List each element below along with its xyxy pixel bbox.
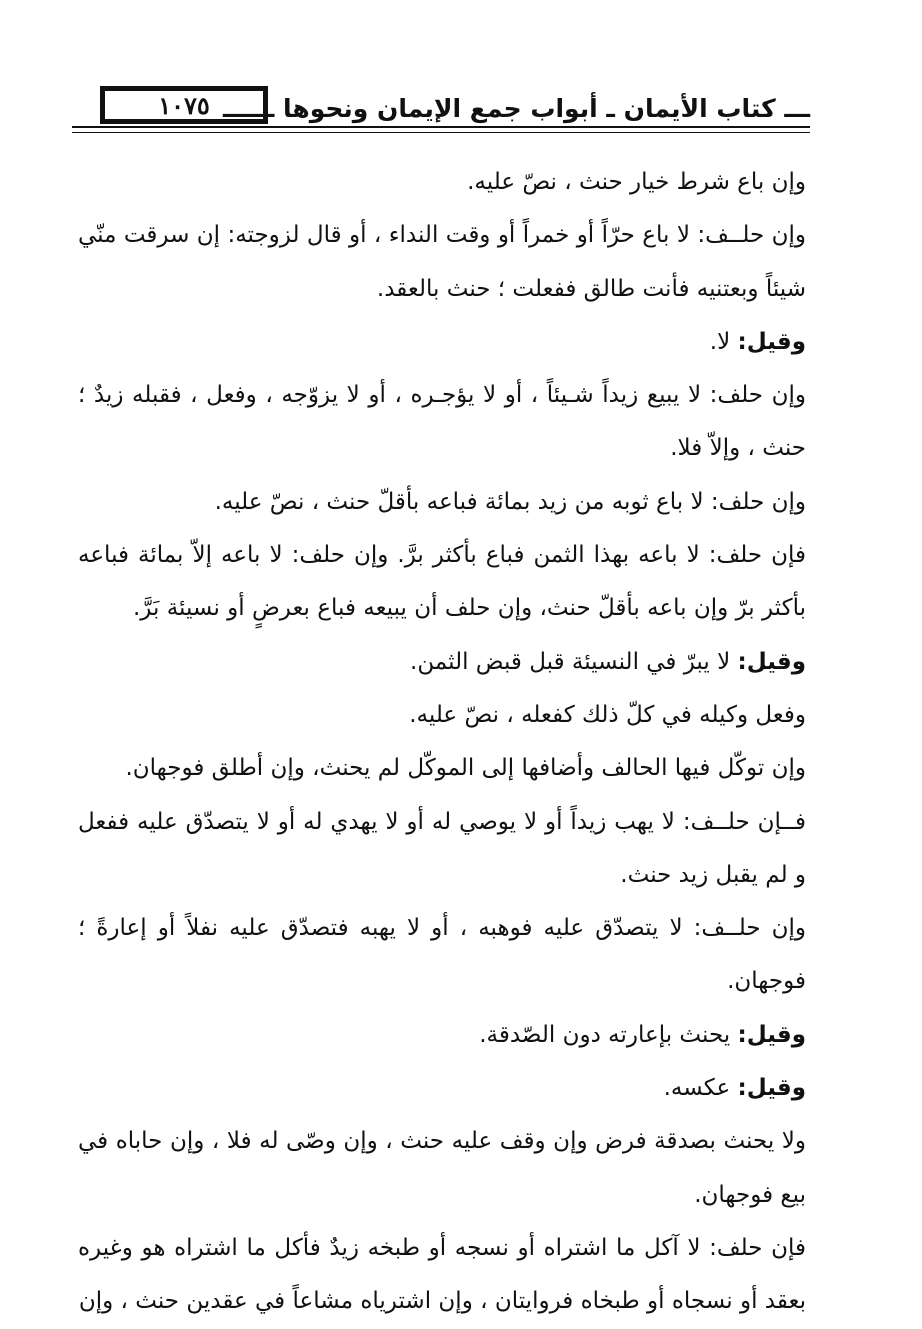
paragraph-7 <box>78 636 806 689</box>
paragraph-1 <box>78 156 806 209</box>
paragraph-text: يحنث بإعارته دون الصّدقة. <box>479 1021 738 1048</box>
paragraph-text: وإن حلف: لا باع ثوبه من زيد بمائة فباعه بأقلّ حنث ، نصّ عليه. <box>214 488 806 515</box>
paragraph-15 <box>78 1222 806 1329</box>
paragraph-lead: وقيل: <box>737 648 806 675</box>
paragraph-lead: وقيل: <box>737 1075 806 1102</box>
page-body <box>78 156 806 1329</box>
paragraph-text: فإن حلف: لا باعه بهذا الثمن فباع بأكثر برَّ. وإن حلف: لا باعه إلاّ بمائة فباعه بأكثر برّ وإن باعه بأقلّ حنث، وإن حلف أن يبيعه فباع بعرضٍ أو نسيئة بَرَّ. <box>78 542 806 622</box>
paragraph-10 <box>78 796 806 903</box>
paragraph-lead: وقيل: <box>737 328 806 355</box>
paragraph-2 <box>78 209 806 316</box>
chapter-title: ـــ كتاب الأيمان ـ أبواب جمع الإيمان ونحوها ــــــ <box>223 94 810 123</box>
header-rule-lower <box>72 132 810 133</box>
paragraph-6 <box>78 529 806 636</box>
paragraph-text: فإن حلف: لا آكل ما اشتراه أو نسجه أو طبخه زيدٌ فأكل ما اشتراه هو وغيره بعقد أو نسجاه أو طبخاه فروايتان ، وإن اشترياه مشاعاً في عقدين حنث ، وإن <box>78 1234 806 1315</box>
paragraph-text: ولا يحنث بصدقة فرض وإن وقف عليه حنث ، وإن وصّى له فلا ، وإن حاباه في بيع فوجهان. <box>78 1128 806 1208</box>
paragraph-lead: وقيل: <box>737 1021 806 1048</box>
paragraph-13 <box>78 1062 806 1115</box>
running-header <box>72 86 810 134</box>
paragraph-4 <box>78 369 806 476</box>
paragraph-text: وإن توكّل فيها الحالف وأضافها إلى الموكّل لم يحنث، وإن أطلق فوجهان. <box>125 755 806 782</box>
paragraph-9 <box>78 742 806 795</box>
paragraph-14 <box>78 1115 806 1222</box>
paragraph-text: عكسه. <box>663 1075 738 1102</box>
paragraph-text: وفعل وكيله في كلّ ذلك كفعله ، نصّ عليه. <box>409 701 806 728</box>
paragraph-3 <box>78 316 806 369</box>
paragraph-text: وإن باع شرط خيار حنث ، نصّ عليه. <box>467 169 806 195</box>
paragraph-8 <box>78 689 806 742</box>
paragraph-text: لا. <box>709 328 738 355</box>
paragraph-12 <box>78 1009 806 1062</box>
page-number: ١٠٧٥ <box>158 90 210 120</box>
paragraph-text: وإن حلــف: لا يتصدّق عليه فوهبه ، أو لا يهبه فتصدّق عليه نفلاً أو إعارةً ؛ فوجهان. <box>78 915 806 995</box>
paragraph-11 <box>78 902 806 1009</box>
header-rule-upper <box>72 126 810 128</box>
paragraph-5 <box>78 476 806 529</box>
paragraph-text: فــإن حلــف: لا يهب زيداً أو لا يوصي له أو لا يهدي له أو لا يتصدّق عليه ففعل و لم يقبل زيد حنث. <box>78 808 806 888</box>
paragraph-text: وإن حلــف: لا باع حرّاً أو خمراً أو وقت النداء ، أو قال لزوجته: إن سرقت منّي شيئاً وبعتنيه فأنت طالق ففعلت ؛ حنث بالعقد. <box>78 222 806 302</box>
paragraph-text: وإن حلف: لا يبيع زيداً شـيئاً ، أو لا يؤجـره ، أو لا يزوّجه ، وفعل ، فقبله زيدٌ ؛ حنث ، وإلاّ فلا. <box>78 382 806 462</box>
paragraph-text: لا يبرّ في النسيئة قبل قبض الثمن. <box>410 648 738 675</box>
